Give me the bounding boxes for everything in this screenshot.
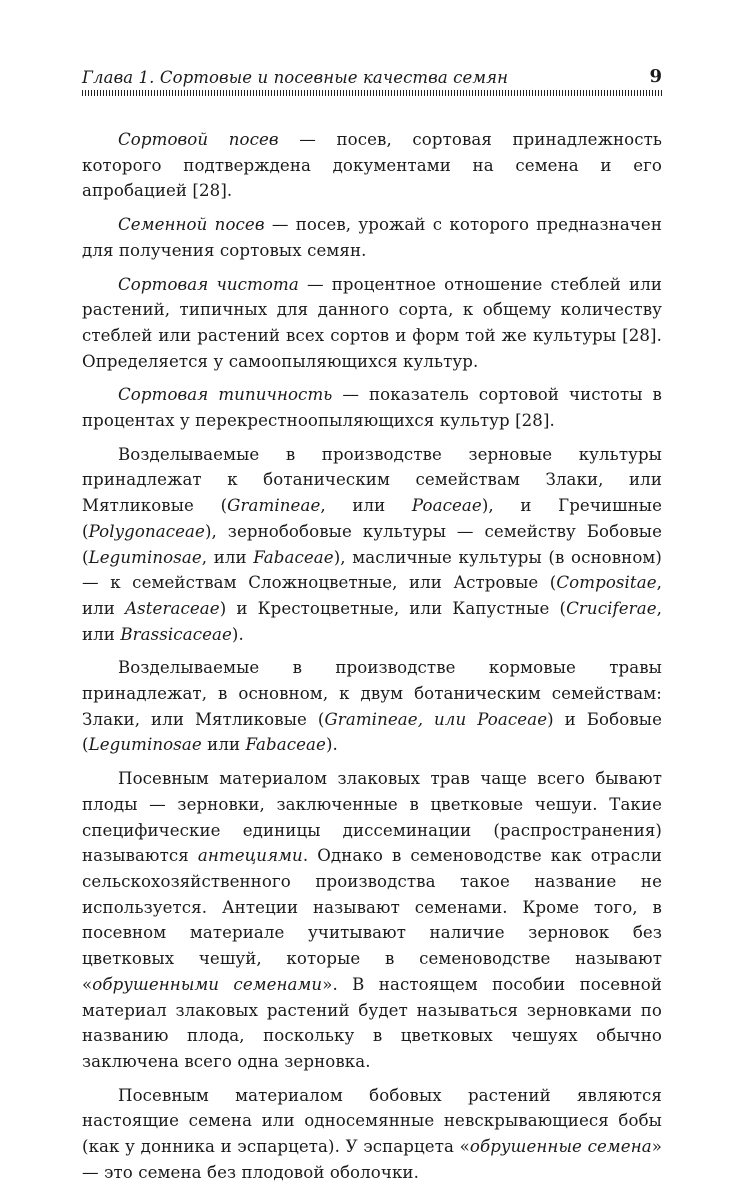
latin-name: Polygonaceae <box>88 521 205 541</box>
emphasis: обрушенные семена <box>469 1137 652 1157</box>
text-segment: ». В настоящем пособии посевной материал злаковых растений будет называться зерновками по названию плода, поскольку в цветковых чешуях обычно заключена всего одна зерновка. <box>82 974 662 1071</box>
latin-name: Leguminosae <box>88 547 202 567</box>
definition-sortovoy-posev <box>82 127 662 204</box>
emphasis: антециями <box>197 846 303 866</box>
definition-text: — процентное отношение стеблей или растений, типичных для данного сорта, к общему количеству стеблей или растений всех сортов и форм той же культуры [28]. Определяется у самоопыляющихся культур. <box>82 274 663 371</box>
text-segment: ). <box>325 735 338 755</box>
text-segment: , или <box>82 598 662 644</box>
emphasis: обрушенными семенами <box>92 974 323 994</box>
text-segment: » — это семена без плодовой оболочки. <box>82 1137 662 1182</box>
paragraph-grass-seed-material <box>82 766 662 1074</box>
definition-text: — посев, сортовая принадлежность которого подтверждена документами на семена и его апробацией [28]. <box>82 130 662 201</box>
latin-name: Gramineae, или Poaceae <box>324 709 548 729</box>
text-segment: ), и Гречишные ( <box>82 496 662 541</box>
term: Сортовая чистота <box>118 274 299 294</box>
definition-sortovaya-tipichnost <box>82 382 662 433</box>
latin-name: Leguminosae <box>88 735 202 755</box>
latin-name: Gramineae <box>227 496 321 516</box>
text-segment: ) и Крестоцветные, или Капустные ( <box>219 598 567 618</box>
header-rule <box>82 90 662 96</box>
latin-name: Cruciferae <box>566 598 657 618</box>
latin-name: Fabaceae <box>245 735 326 755</box>
text-segment: Посевным материалом злаковых трав чаще всего бывают плоды — зерновки, заключенные в цветковые чешуи. Такие специфические единицы диссеминации (распространения) называются <box>82 769 662 866</box>
text-segment: Возделываемые в производстве зерновые культуры принадлежат к ботаническим семействам Злаки, или Мятликовые ( <box>82 444 662 516</box>
running-header <box>82 66 662 88</box>
latin-name: Compositae <box>556 573 657 593</box>
text-segment: Возделываемые в производстве кормовые травы принадлежат, в основном, к двум ботаническим семействам: Злаки, или Мятликовые ( <box>82 658 662 729</box>
paragraph-legume-seed-material <box>82 1083 662 1185</box>
definition-text: — показатель сортовой чистоты в процентах у перекрестноопыляющихся культур [28]. <box>82 385 662 431</box>
latin-name: Brassicaceae <box>120 624 232 644</box>
page-body <box>82 127 662 1185</box>
paragraph-grain-families <box>82 442 662 648</box>
paragraph-forage-grasses <box>82 655 662 758</box>
page-number: 9 <box>649 66 662 87</box>
latin-name: Poaceae <box>411 496 482 516</box>
text-segment: ) и Бобовые ( <box>82 709 662 755</box>
text-segment: , или <box>82 573 662 618</box>
text-segment: или <box>201 735 246 755</box>
definition-text: — посев, урожай с которого предназначен для получения сортовых семян. <box>82 215 662 260</box>
text-segment: , или <box>320 496 412 516</box>
definition-semennoy-posev <box>82 212 662 263</box>
text-segment: ). <box>231 624 244 644</box>
text-segment: ), масличные культуры (в основном) — к семействам Сложноцветные, или Астровые ( <box>82 547 662 593</box>
latin-name: Fabaceae <box>253 547 334 567</box>
text-segment: , или <box>201 547 254 567</box>
latin-name: Asteraceae <box>125 598 220 618</box>
text-segment: ), зернобобовые культуры — семейству Бобовые ( <box>82 521 662 567</box>
term: Семенной посев <box>118 215 265 235</box>
definition-sortovaya-chistota <box>82 272 662 375</box>
running-title: Глава 1. Сортовые и посевные качества семян <box>82 68 509 87</box>
text-segment: Посевным материалом бобовых растений являются настоящие семена или односемянные невскрывающиеся бобы (как у донника и эспарцета). У эспарцета « <box>82 1085 662 1157</box>
term: Сортовая типичность <box>118 385 333 405</box>
text-segment: . Однако в семеноводстве как отрасли сельскохозяйственного производства такое название не используется. Антеции называют семенами. Кроме того, в посевном материале учитывают наличие зерновок без цветковых чешуй, которые в семеноводстве называют « <box>82 846 662 994</box>
term: Сортовой посев <box>118 130 279 149</box>
